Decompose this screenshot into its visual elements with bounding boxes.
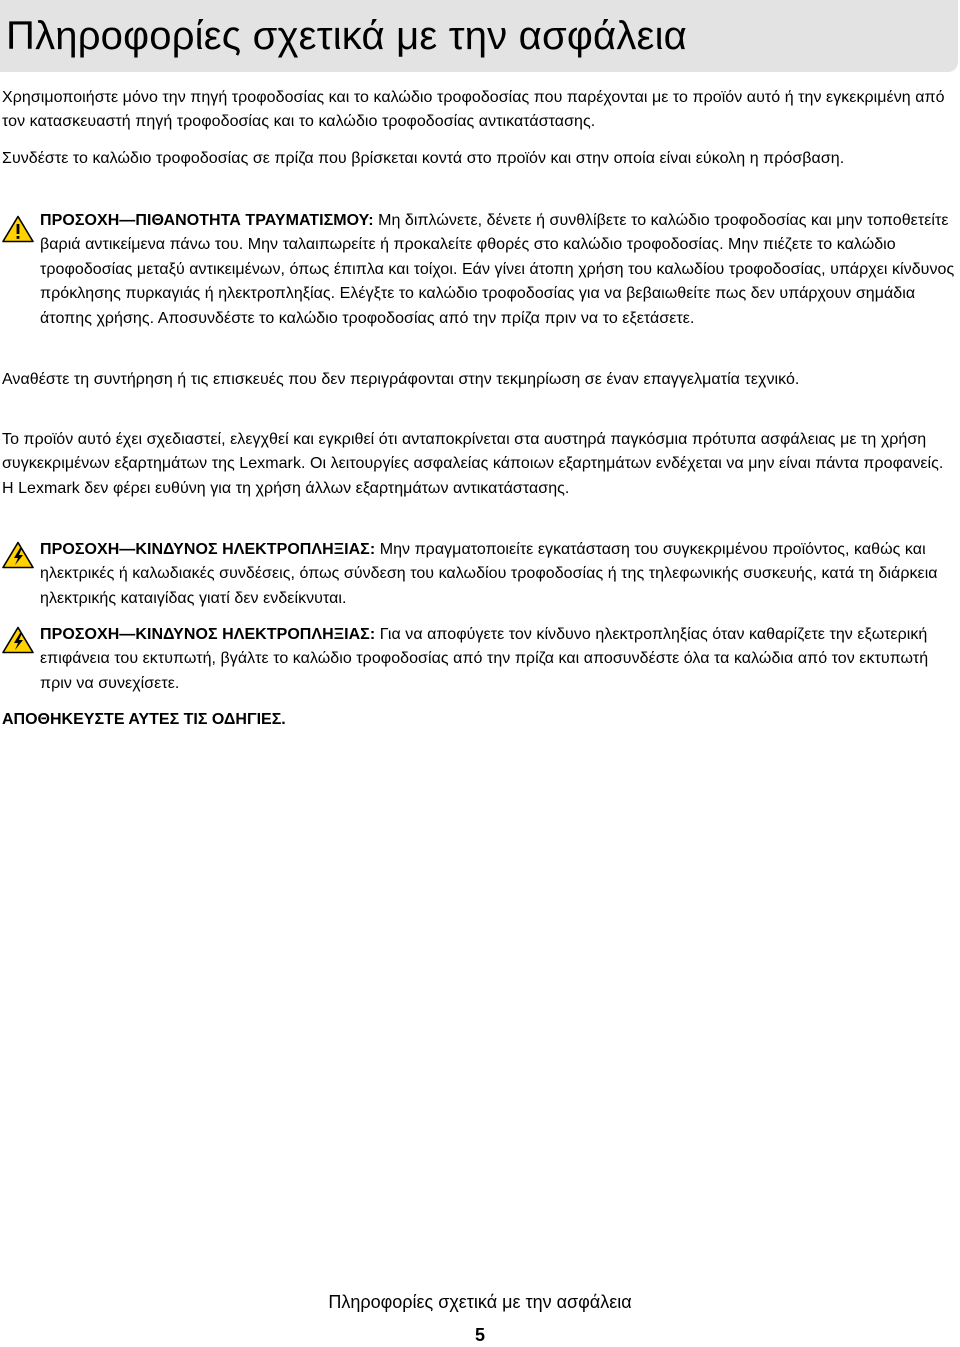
- page-title: Πληροφορίες σχετικά με την ασφάλεια: [6, 14, 688, 58]
- warning-label: ΠΡΟΣΟΧΗ—ΠΙΘΑΝΟΤΗΤΑ ΤΡΑΥΜΑΤΙΣΜΟΥ:: [40, 212, 374, 229]
- paragraph-outlet: Συνδέστε το καλώδιο τροφοδοσίας σε πρίζα που βρίσκεται κοντά στο προϊόν και στην οποία είναι εύκολη η πρόσβαση.: [2, 150, 845, 167]
- footer-section-title: Πληροφορίες σχετικά με την ασφάλεια: [328, 1292, 632, 1312]
- electric-shock-icon: [2, 541, 34, 569]
- warning-shock-cleaning-text: [40, 623, 958, 696]
- warning-shock-cleaning: [2, 623, 958, 696]
- page-number: 5: [474, 1325, 485, 1345]
- warning-label: ΠΡΟΣΟΧΗ—ΚΙΝΔΥΝΟΣ ΗΛΕΚΤΡΟΠΛΗΞΙΑΣ:: [40, 626, 376, 643]
- warning-body: Μην πραγματοποιείτε εγκατάσταση του συγκεκριμένου προϊόντος, καθώς και ηλεκτρικές ή καλωδιακές συνδέσεις, όπως σύνδεση του καλωδίου τροφοδοσίας ή της τηλεφωνικής συσκευής, κατά τη διάρκεια ηλεκτρικής καταιγίδας γιατί δεν ενδείκνυται.: [40, 541, 938, 607]
- warning-label: ΠΡΟΣΟΧΗ—ΚΙΝΔΥΝΟΣ ΗΛΕΚΤΡΟΠΛΗΞΙΑΣ:: [40, 541, 376, 558]
- title-bar: [0, 0, 958, 72]
- warning-shock-storm: [2, 538, 958, 611]
- electric-shock-icon: [2, 626, 34, 654]
- save-instructions: ΑΠΟΘΗΚΕΥΣΤΕ ΑΥΤΕΣ ΤΙΣ ΟΔΗΓΙΕΣ.: [2, 711, 286, 728]
- warning-injury: [2, 209, 958, 331]
- warning-body: Για να αποφύγετε τον κίνδυνο ηλεκτροπληξίας όταν καθαρίζετε την εξωτερική επιφάνεια του εκτυπωτή, βγάλτε το καλώδιο τροφοδοσίας από την πρίζα και αποσυνδέστε όλα τα καλώδια από τον εκτυπωτή πριν να συνεχίσετε.: [40, 626, 929, 692]
- warning-shock-storm-text: [40, 538, 958, 611]
- warning-injury-text: [40, 209, 958, 331]
- warning-body: Μη διπλώνετε, δένετε ή συνθλίβετε το καλώδιο τροφοδοσίας και μην τοποθετείτε βαριά αντικείμενα πάνω του. Μην ταλαιπωρείτε ή προκαλείτε φθορές στο καλώδιο τροφοδοσίας. Μην πιέζετε το καλώδιο τροφοδοσίας μεταξύ αντικειμένων, όπως έπιπλα και τοίχοι. Εάν γίνει άτοπη χρήση του καλωδίου τροφοδοσίας, υπάρχει κίνδυνος πρόκλησης πυρκαγιάς ή ηλεκτροπληξίας. Ελέγξτε το καλώδιο τροφοδοσίας για να βεβαιωθείτε πως δεν υπάρχουν σημάδια άτοπης χρήσης. Αποσυνδέστε το καλώδιο τροφοδοσίας από την πρίζα πριν να το εξετάσετε.: [40, 212, 955, 327]
- paragraph-lexmark-standards: Το προϊόν αυτό έχει σχεδιαστεί, ελεγχθεί και εγκριθεί ότι ανταποκρίνεται στα αυστηρά παγκόσμια πρότυπα ασφάλειας με τη χρήση συγκεκριμένων εξαρτημάτων της Lexmark. Οι λειτουργίες ασφαλείας κάποιων εξαρτημάτων ενδέχεται να μην είναι πάντα προφανείς. Η Lexmark δεν φέρει ευθύνη για τη χρήση άλλων εξαρτημάτων αντικατάστασης.: [2, 431, 944, 497]
- paragraph-service: Αναθέστε τη συντήρηση ή τις επισκευές που δεν περιγράφονται στην τεκμηρίωση σε έναν επαγγελματία τεχνικό.: [2, 371, 800, 388]
- caution-triangle-icon: [2, 215, 34, 243]
- paragraph-power-source: Χρησιμοποιήστε μόνο την πηγή τροφοδοσίας και το καλώδιο τροφοδοσίας που παρέχονται με το προϊόν αυτό ή την εγκεκριμένη από τον κατασκευαστή πηγή τροφοδοσίας και το καλώδιο τροφοδοσίας αντικατάστασης.: [2, 89, 945, 131]
